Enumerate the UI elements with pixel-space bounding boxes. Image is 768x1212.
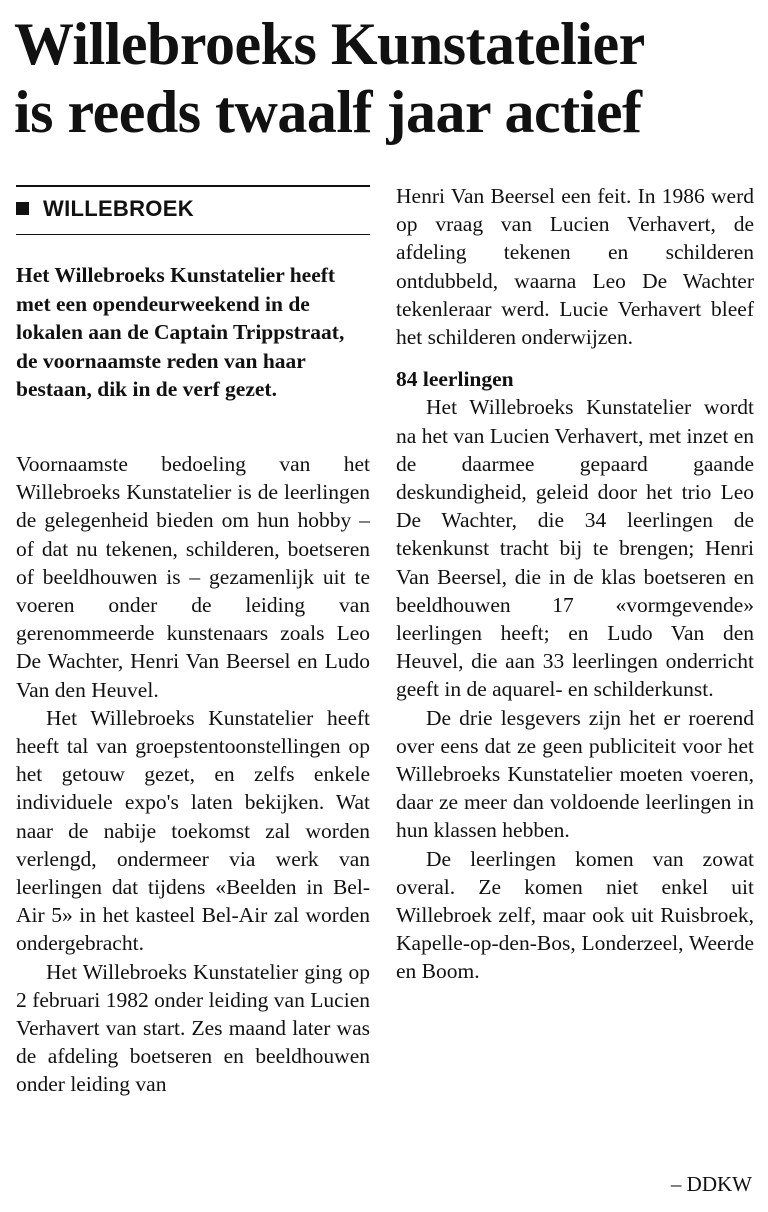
top-rule: [16, 185, 370, 187]
subhead: 84 leerlingen: [396, 367, 514, 392]
lead-paragraph: Het Willebroeks Kunstatelier heeft met een opendeurweekend in de lokalen aan de Captain Trippstraat, de voornaamste reden van haar bestaan, dik in de verf gezet.: [16, 263, 345, 402]
right-paragraph-1: Henri Van Beersel een feit. In 1986 werd op vraag van Lucien Verhavert, de afdeling tekenen en schilderen ontdubbeld, waarna Leo De Wachter tekenleraar werd. Lucie Verhavert bleef het schilderen onderwijzen.: [396, 184, 754, 350]
left-column: [16, 450, 370, 1099]
headline: [14, 10, 754, 146]
right-paragraph-2: Het Willebroeks Kunstatelier wordt na het van Lucien Verhavert, met inzet en de daarmee gepaard gaande deskundigheid, geleid door het trio Leo De Wachter, die 34 leerlingen de tekenkunst tracht bij te brengen; Henri Van Beersel, die in de klas boetseren en beeldhouwen 17 «vormgevende» leerlingen heeft; en Ludo Van den Heuvel, die aan 33 leerlingen onderricht geeft in de aquarel- en schilderkunst.: [396, 395, 754, 702]
left-paragraph-3: Het Willebroeks Kunstatelier ging op 2 februari 1982 onder leiding van Lucien Verhavert van start. Zes maand later was de afdeling boetseren en beeldhouwen onder leiding van: [16, 959, 370, 1097]
dateline-text: WILLEBROEK: [43, 196, 194, 221]
left-paragraph-1: Voornaamste bedoeling van het Willebroeks Kunstatelier is de leerlingen de gelegenheid bieden om hun hobby – of dat nu tekenen, schilderen, boetseren of beeldhouwen is – gezamenlijk uit te voeren onder de leiding van gerenommeerde kunstenaars zoals Leo De Wachter, Henri Van Beersel en Ludo Van den Heuvel.: [16, 452, 370, 702]
headline-line-2: is reeds twaalf jaar actief: [14, 79, 642, 145]
dateline: [16, 192, 194, 226]
right-column: [396, 182, 754, 986]
right-paragraph-3: De drie lesgevers zijn het er roerend over eens dat ze geen publiciteit voor het Willebroeks Kunstatelier moeten voeren, daar ze meer dan voldoende leerlingen in hun klassen hebben.: [396, 705, 754, 843]
headline-line-1: Willebroeks Kunstatelier: [14, 11, 645, 77]
square-bullet-icon: [16, 202, 29, 215]
left-paragraph-2: Het Willebroeks Kunstatelier heeft heeft tal van groepstentoonstellingen op het getouw gezet, en zelfs enkele individuele expo's laten bekijken. Wat naar de nabije toekomst zal worden verlengd, ondermeer via werk van leerlingen dat tijdens «Beelden in Bel-Air 5» in het kasteel Bel-Air zal worden ondergebracht.: [16, 705, 370, 956]
byline: – DDKW: [670, 1172, 752, 1196]
right-paragraph-4: De leerlingen komen van zowat overal. Ze komen niet enkel uit Willebroek zelf, maar ook uit Ruisbroek, Kapelle-op-den-Bos, Londerzeel, Weerde en Boom.: [396, 846, 754, 984]
bottom-rule: [16, 234, 370, 235]
